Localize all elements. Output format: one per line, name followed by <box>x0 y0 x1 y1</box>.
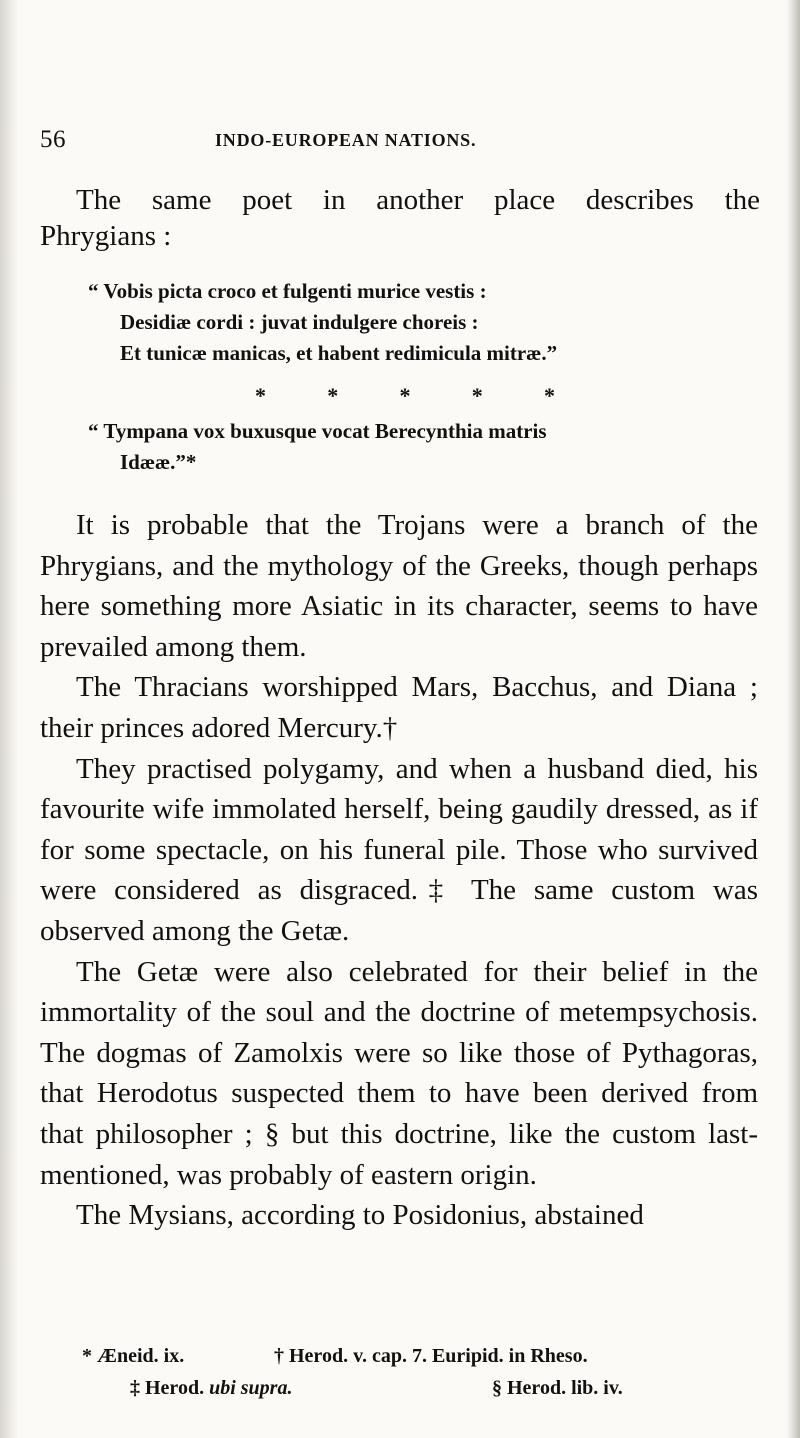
footnote-aeneid: * Æneid. ix. <box>82 1345 185 1367</box>
footnotes <box>40 1340 760 1404</box>
intro-line-1: The same poet in another place describes the <box>76 184 760 216</box>
verse-line: “ Tympana vox buxusque vocat Berecynthia matris <box>88 419 547 443</box>
page-edge-left <box>0 0 18 1438</box>
page-header <box>40 126 580 160</box>
paragraph-polygamy: They practised polygamy, and when a husband died, his favourite wife immolated herself, being gaudily dressed, as if for some spectacle, on his funeral pile. Those who survived were considered as disgraced.‡ The same custom was observed among the Getæ. <box>40 752 758 947</box>
running-head: INDO-EUROPEAN NATIONS. <box>215 130 477 150</box>
star-glyph: * <box>471 383 483 408</box>
paragraph-thracians: The Thracians worshipped Mars, Bacchus, and Diana ; their princes adored Mercury.† <box>40 671 758 744</box>
page-edge-right <box>786 0 800 1438</box>
paragraph-trojans: It is probable that the Trojans were a branch of the Phrygians, and the mythology of the Greeks, though perhaps here something more Asiatic in its character, seems to have prevailed among them. <box>40 509 758 663</box>
intro-paragraph <box>40 182 760 254</box>
footnote-herod-ubi-supra <box>130 1372 292 1404</box>
verse-quote-1 <box>88 276 728 369</box>
verse-line: Et tunicæ manicas, et habent redimicula mitræ.” <box>120 341 558 365</box>
star-glyph: * <box>399 383 411 408</box>
footnote-herod-lib-iv: § Herod. lib. iv. <box>492 1377 623 1399</box>
paragraph-mysians: The Mysians, according to Posidonius, abstained <box>76 1199 644 1232</box>
main-text <box>40 505 758 1236</box>
page-number: 56 <box>40 126 66 153</box>
verse-quote-2 <box>88 416 728 478</box>
footnote-herod-euripid: † Herod. v. cap. 7. Euripid. in Rheso. <box>274 1345 588 1367</box>
footnote-italic: ubi supra. <box>209 1377 293 1399</box>
star-glyph: * <box>327 383 339 408</box>
footnote-text: ‡ Herod. <box>130 1377 210 1399</box>
verse-line: “ Vobis picta croco et fulgenti murice vestis : <box>88 279 487 303</box>
verse-line: Desidiæ cordi : juvat indulgere choreis : <box>120 310 479 334</box>
star-glyph: * <box>255 383 266 408</box>
verse-line: Idææ.”* <box>120 450 197 474</box>
star-glyph: * <box>544 383 555 408</box>
intro-line-2: Phrygians : <box>40 220 172 252</box>
verse-omission-stars <box>255 383 555 409</box>
paragraph-getae: The Getæ were also celebrated for their belief in the immortality of the soul and the doctrine of metempsychosis. The dogmas of Zamolxis were so like those of Pythagoras, that Herodotus suspected them to have been derived from that philosopher ; § but this doctrine, like the custom last-mentioned, was probably of eastern origin. <box>40 955 758 1191</box>
